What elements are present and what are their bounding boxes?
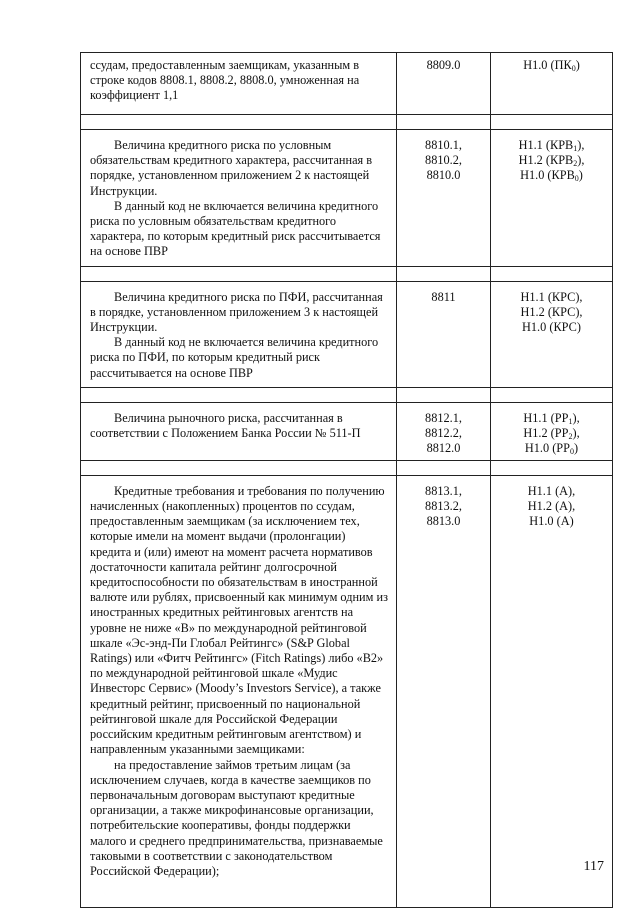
norm-value: Н1.2 (А), xyxy=(527,499,576,514)
description-paragraph: Величина кредитного риска по ПФИ, рассчитанная в порядке, установленном приложением 3 к настоящей Инструкции. xyxy=(90,289,383,335)
code-cell xyxy=(397,475,491,907)
code-value: 8810.1, xyxy=(425,138,462,152)
norm-value: Н1.0 $(КРВ_0)$ xyxy=(520,168,583,184)
norm-cell xyxy=(491,281,613,387)
code-value: 8812.2, xyxy=(425,426,462,441)
description-paragraph: В данный код не включается величина кредитного риска по ПФИ, по которым кредитный риск рассчитывается на основе ПВР xyxy=(90,335,379,380)
table-spacer xyxy=(81,460,613,475)
table-row xyxy=(81,130,613,267)
code-value: 8810.0 xyxy=(426,168,461,183)
description-paragraph: ссудам, предоставленным заемщикам, указанным в строке кодов 8808.1, 8808.2, 8808.0, умноженная на коэффициент 1,1 xyxy=(90,58,360,103)
norm-value: Н1.1 (А), xyxy=(527,483,576,498)
description-paragraph: В данный код не включается величина кредитного риска по условным обязательствам кредитного характера, по которым кредитный риск рассчитывается на основе ПВР xyxy=(90,198,381,259)
code-value: 8809.0 xyxy=(426,58,461,72)
code-value: 8810.2, xyxy=(425,153,462,168)
description-cell xyxy=(81,402,397,460)
description-cell xyxy=(81,475,397,907)
norm-value: Н1.1 (КРС), xyxy=(520,289,583,304)
norm-cell xyxy=(491,475,613,907)
code-cell xyxy=(397,402,491,460)
code-cell xyxy=(397,53,491,115)
table-row xyxy=(81,402,613,460)
description-cell xyxy=(81,53,397,115)
norm-value: Н1.2 $(КРВ_2)$, xyxy=(518,153,585,169)
table-row xyxy=(81,281,613,387)
norm-value: Н1.2 (КРС), xyxy=(520,304,583,319)
norm-value: Н1.2 $(РР_2)$, xyxy=(523,426,580,442)
table-spacer xyxy=(81,387,613,402)
norm-value: Н1.0 $(ПК_0)$ xyxy=(523,58,580,73)
code-value: 8813.0 xyxy=(426,514,461,529)
norm-value: Н1.1 $(РР_1)$, xyxy=(523,410,580,426)
norm-cell xyxy=(491,402,613,460)
description-paragraph: Величина рыночного риска, рассчитанная в соответствии с Положением Банка России № 511-П xyxy=(90,410,361,441)
description-cell xyxy=(81,281,397,387)
norm-value: Н1.0 (КРС) xyxy=(522,320,581,335)
table-spacer xyxy=(81,115,613,130)
table-row xyxy=(81,475,613,907)
norm-value: Н1.1 $(КРВ_1)$, xyxy=(518,138,585,153)
codes-table xyxy=(80,52,613,908)
description-cell xyxy=(81,130,397,267)
page-number: 117 xyxy=(583,859,604,874)
code-cell xyxy=(397,130,491,267)
code-value: 8813.1, xyxy=(425,483,462,498)
norm-cell xyxy=(491,130,613,267)
norm-value: Н1.0 $(РР_0)$ xyxy=(524,441,579,457)
code-value: 8811 xyxy=(431,289,456,304)
norm-cell xyxy=(491,53,613,115)
code-value: 8812.0 xyxy=(426,441,461,456)
description-paragraph: Кредитные требования и требования по получению начисленных (накопленных) процентов по ссудам, предоставленным заемщикам (за исключением тех, которые имели на момент выдачи (пролонгации) кредита и (или) имеют на момент расчета нормативов достаточности капитала рейтинг долгосрочной кредитоспособности по обязательствам в иностранной валюте или рублях, присвоенный как минимум одним из иностранных кредитных рейтинговых агентств на уровне не ниже «B» по международной рейтинговой шкале «Эс-энд-Пи Глобал Рейтингс» (S&P Global Ratings) или «Фитч Рейтингс» (Fitch Ratings) либо «B2» по международной рейтинговой шкале «Мудис Инвесторс Сервис» (Moody’s Investors Service), а также кредитный рейтинг, присвоенный по национальной рейтинговой шкале для Российской Федерации российским кредитным рейтинговым агентством) и направленным указанными заемщиками: xyxy=(90,483,388,757)
norm-value: Н1.0 (А) xyxy=(529,514,574,529)
table-row xyxy=(81,53,613,115)
code-value: 8813.2, xyxy=(425,499,462,514)
code-value: 8812.1, xyxy=(425,410,462,425)
table-spacer xyxy=(81,266,613,281)
description-paragraph: на предоставление займов третьим лицам (за исключением случаев, когда в качестве заемщиков по первоначальным договорам выступают кредитные организации, а также микрофинансовые организации, потребительские кооперативы, фонды поддержки малого и среднего предпринимательства, признаваемые таковыми в соответствии с законодательством Российской Федерации); xyxy=(90,757,383,878)
code-cell xyxy=(397,281,491,387)
description-paragraph: Величина кредитного риска по условным обязательствам кредитного характера, рассчитанная в порядке, установленном приложением 2 к настоящей Инструкции. xyxy=(90,138,373,198)
